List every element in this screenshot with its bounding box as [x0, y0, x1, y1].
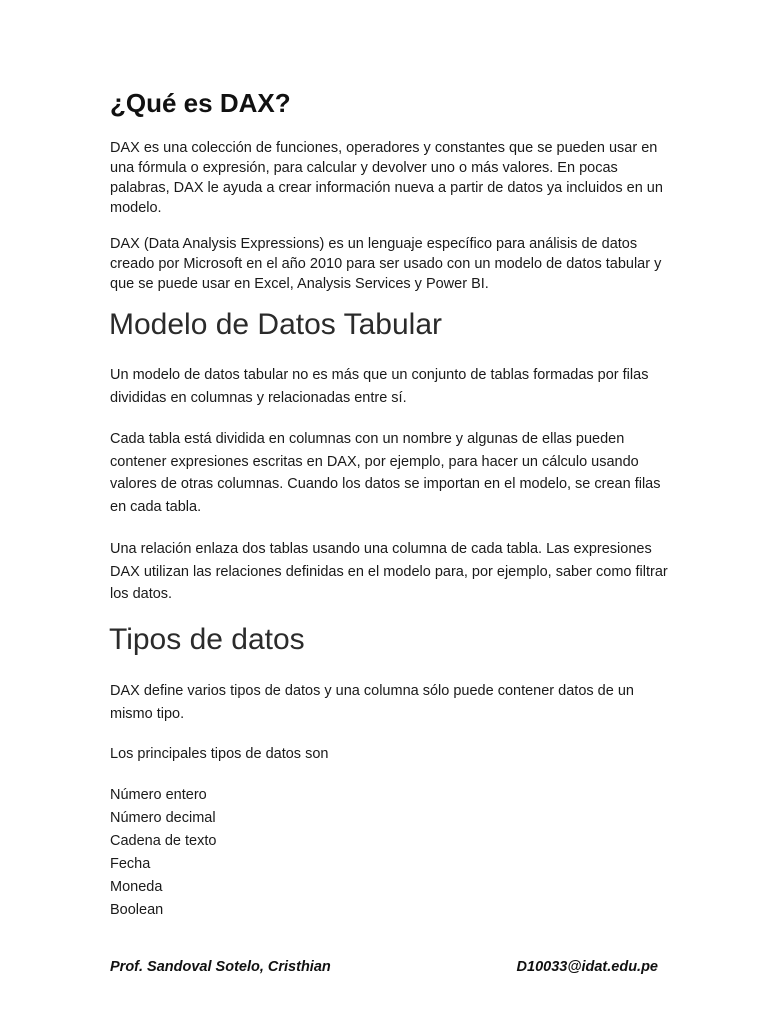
footer-email: D10033@idat.edu.pe [516, 959, 658, 975]
list-item: Fecha [110, 856, 151, 872]
tipos-paragraph-2: Los principales tipos de datos son [110, 746, 329, 762]
modelo-paragraph-2: Cada tabla está dividida en columnas con un nombre y algunas de ellas pueden contener expresiones escritas en DAX, por ejemplo, para hacer un cálculo usando valores de otras columnas. Cuando los datos se importan en el modelo, se crean filas en cada tabla. [110, 431, 661, 515]
intro-paragraph-1: DAX es una colección de funciones, operadores y constantes que se pueden usar en una fórmula o expresión, para calcular y devolver uno o más valores. En pocas palabras, DAX le ayuda a crear información nueva a partir de datos ya incluidos en un modelo. [110, 140, 663, 216]
list-item: Cadena de texto [110, 833, 217, 849]
heading-tipos-de-datos: Tipos de datos [109, 623, 305, 656]
list-item: Número entero [110, 787, 207, 803]
list-item: Moneda [110, 879, 163, 895]
list-item: Boolean [110, 902, 164, 918]
footer-author: Prof. Sandoval Sotelo, Cristhian [110, 959, 331, 975]
data-types-list [110, 784, 216, 922]
modelo-paragraph-3: Una relación enlaza dos tablas usando una columna de cada tabla. Las expresiones DAX utilizan las relaciones definidas en el modelo para, por ejemplo, saber como filtrar los datos. [110, 541, 668, 602]
heading-que-es-dax: ¿Qué es DAX? [110, 88, 291, 118]
tipos-paragraph-1: DAX define varios tipos de datos y una columna sólo puede contener datos de un mismo tipo. [110, 683, 634, 722]
modelo-paragraph-1: Un modelo de datos tabular no es más que un conjunto de tablas formadas por filas divididas en columnas y relacionadas entre sí. [110, 367, 649, 406]
list-item: Número decimal [110, 810, 216, 826]
heading-modelo-de-datos: Modelo de Datos Tabular [109, 308, 442, 341]
intro-paragraph-2: DAX (Data Analysis Expressions) es un lenguaje específico para análisis de datos creado por Microsoft en el año 2010 para ser usado con un modelo de datos tabular y que se puede usar en Excel, Analysis Services y Power BI. [110, 236, 662, 292]
